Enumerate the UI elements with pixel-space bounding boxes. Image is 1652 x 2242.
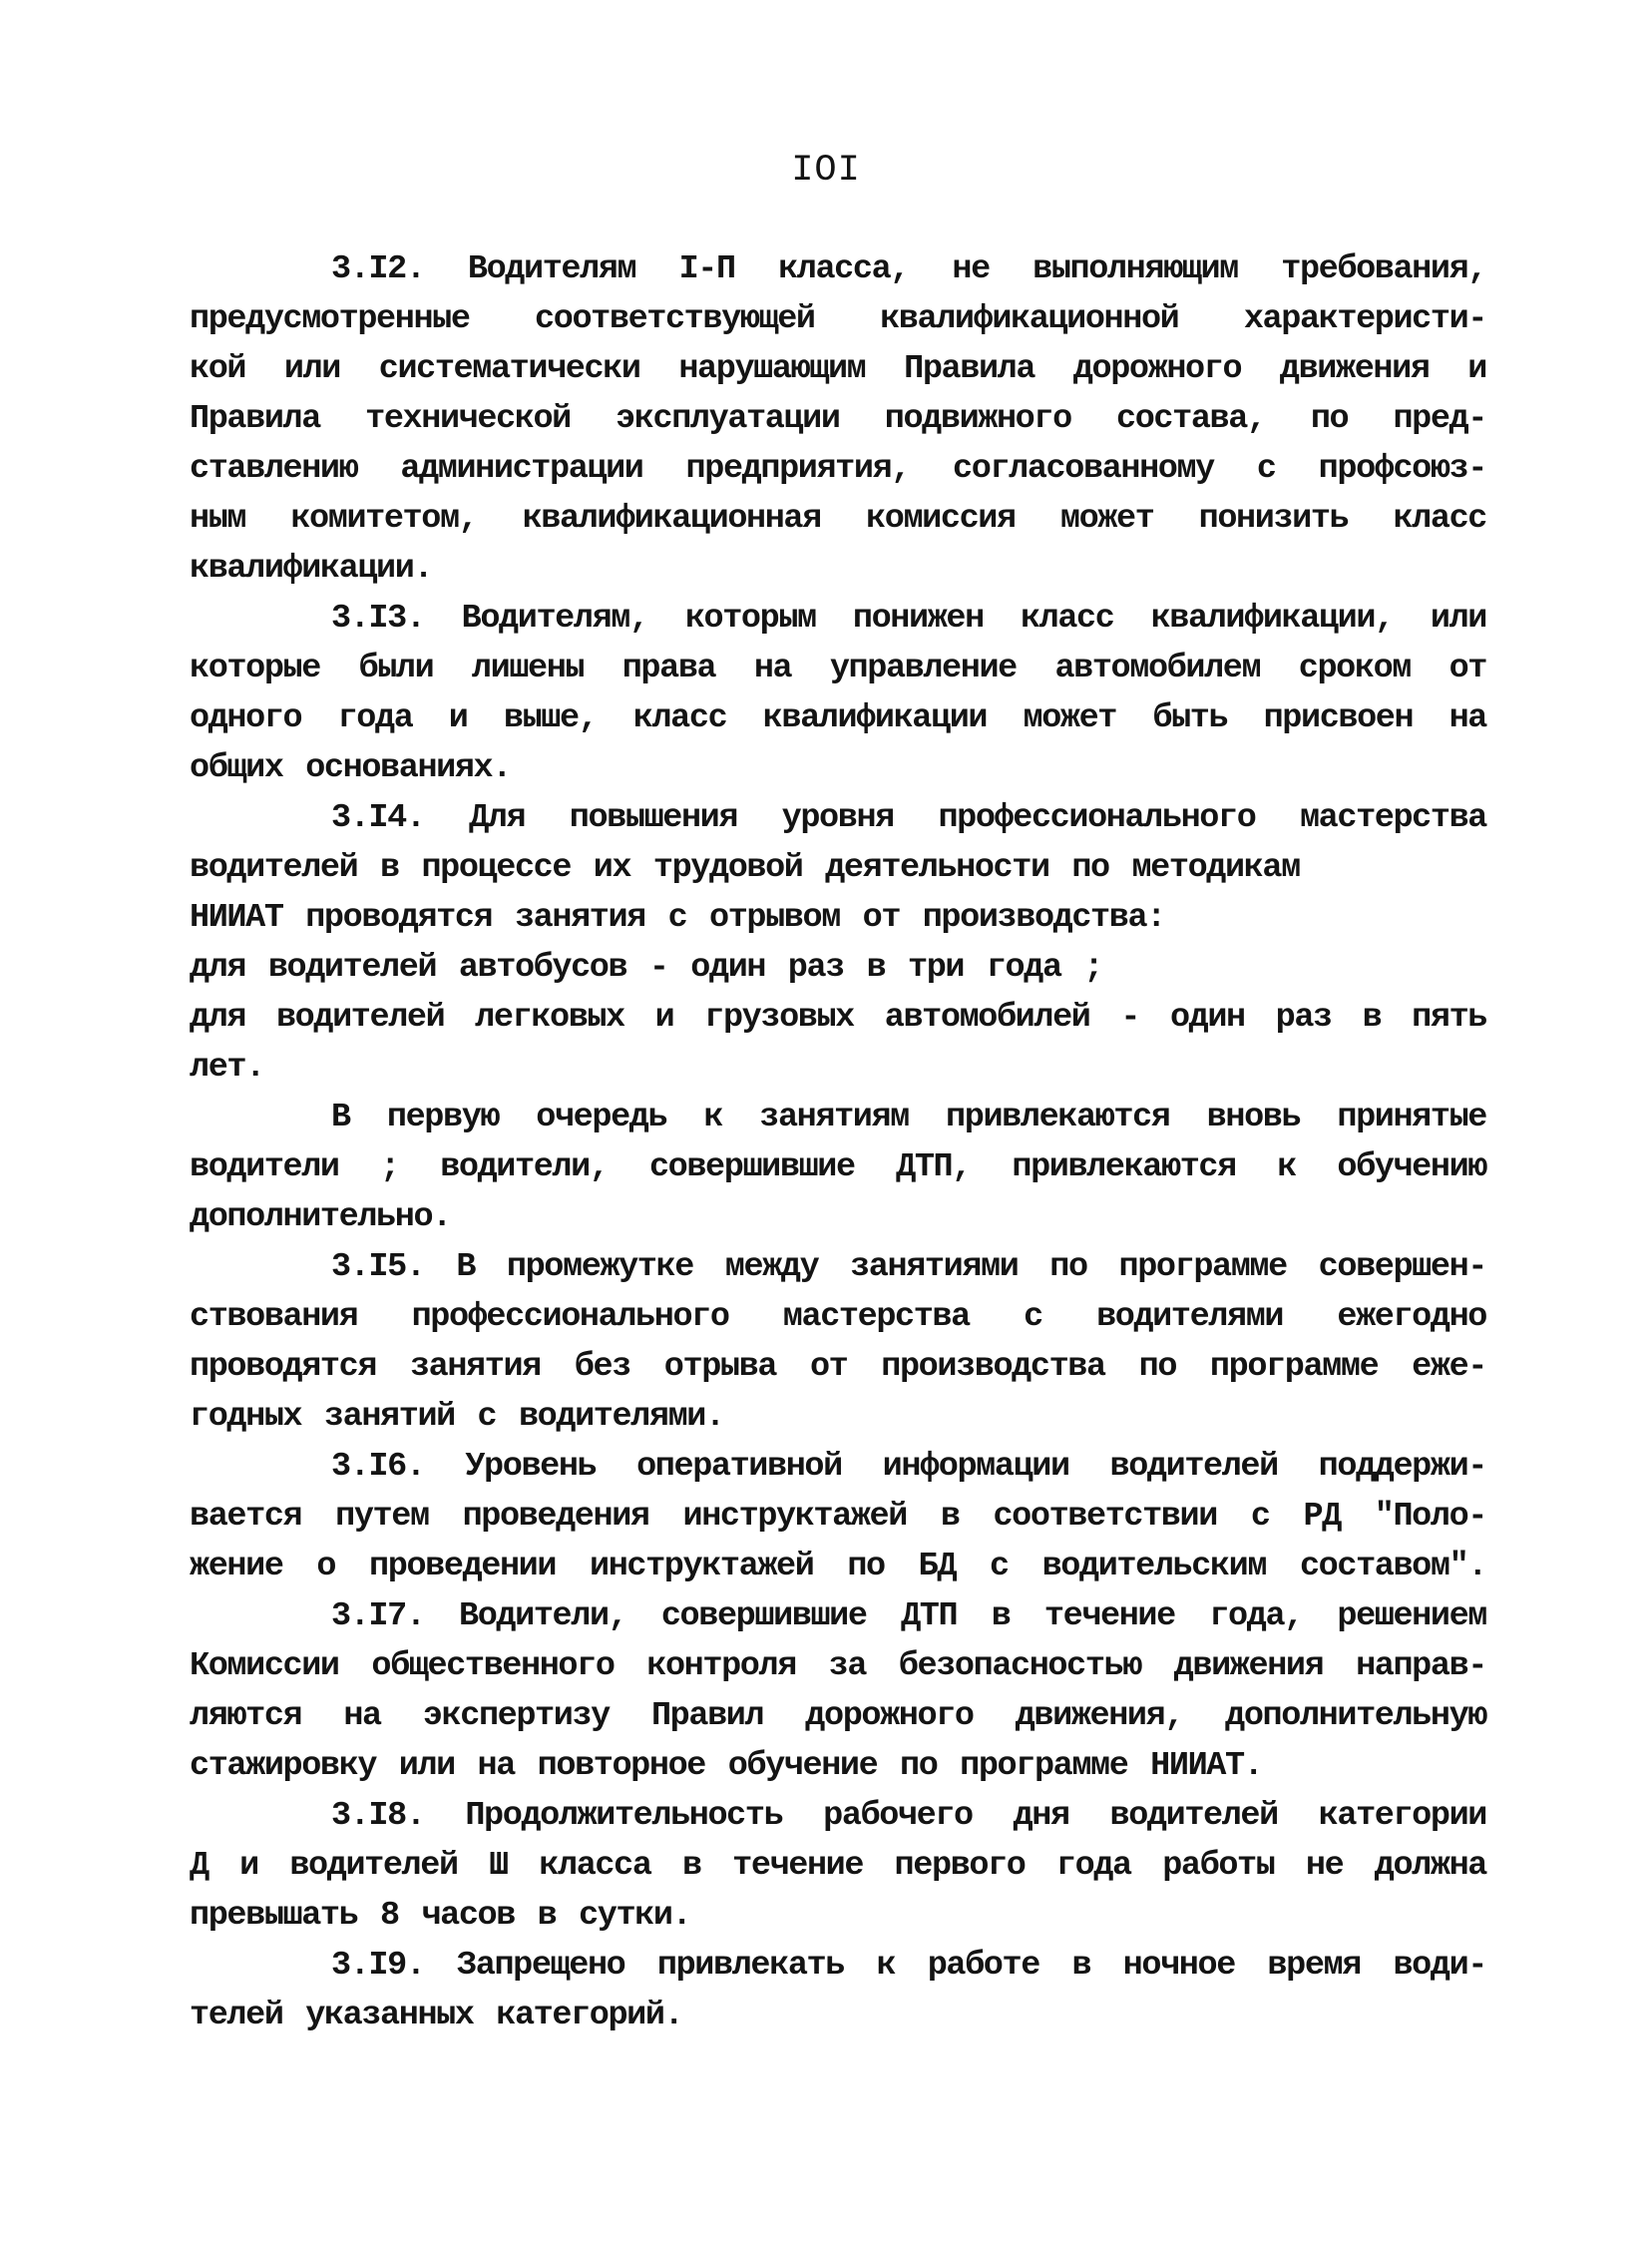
text-line: Д и водителей Ш класса в течение первого года работы не должна (190, 1847, 1486, 1885)
text-line: В первую очередь к занятиям привлекаются вновь принятые (331, 1099, 1486, 1136)
text-line: 3.I4. Для повышения уровня профессионального мастерства (331, 799, 1486, 837)
text-line: вается путем проведения инструктажей в соответствии с РД "Поло- (190, 1498, 1486, 1536)
text-line: одного года и выше, класс квалификации может быть присвоен на (190, 699, 1486, 737)
text-line: водителей в процессе их трудовой деятельности по методикам (190, 849, 1300, 887)
paragraph-3-19 (190, 1941, 1486, 2040)
text-line: 3.I3. Водителям, которым понижен класс квалификации, или (331, 600, 1486, 638)
text-line: 3.I8. Продолжительность рабочего дня водителей категории (331, 1797, 1486, 1835)
paragraph-3-16 (190, 1442, 1486, 1591)
text-line: которые были лишены права на управление автомобилем сроком от (190, 650, 1486, 687)
paragraph-3-15 (190, 1242, 1486, 1442)
text-line: лет. (190, 1049, 264, 1087)
text-line: общих основаниях. (190, 749, 511, 787)
text-line: стажировку или на повторное обучение по программе НИИАТ. (190, 1747, 1263, 1785)
text-line: дополнительно. (190, 1198, 451, 1236)
text-line: жение о проведении инструктажей по БД с водительским составом". (190, 1548, 1486, 1585)
text-line: водители ; водители, совершившие ДТП, привлекаются к обучению (190, 1148, 1486, 1186)
text-line: ным комитетом, квалификационная комиссия может понизить класс (190, 500, 1486, 538)
text-line: 3.I6. Уровень оперативной информации водителей поддержи- (331, 1448, 1486, 1486)
text-line: проводятся занятия без отрыва от производства по программе еже- (190, 1348, 1486, 1386)
text-line: Правила технической эксплуатации подвижного состава, по пред- (190, 400, 1486, 438)
paragraph-3-13 (190, 594, 1486, 793)
document-body (190, 244, 1486, 2040)
text-line: квалификации. (190, 550, 433, 588)
paragraph-3-14 (190, 793, 1486, 1093)
text-line: телей указанных категорий. (190, 1997, 683, 2034)
paragraph-3-12 (190, 244, 1486, 594)
text-line: предусмотренные соответствующей квалификационной характеристи- (190, 300, 1486, 338)
text-line: ляются на экспертизу Правил дорожного движения, дополнительную (190, 1697, 1486, 1735)
text-line: НИИАТ проводятся занятия с отрывом от производства: (190, 899, 1165, 937)
text-line: 3.I5. В промежутке между занятиями по программе совершен- (331, 1248, 1486, 1286)
text-line: Комиссии общественного контроля за безопасностью движения направ- (190, 1647, 1486, 1685)
text-line: годных занятий с водителями. (190, 1398, 724, 1436)
text-line: ставлению администрации предприятия, согласованному с профсоюз- (190, 450, 1486, 488)
page-number: IOI (791, 150, 861, 192)
text-line: для водителей легковых и грузовых автомобилей - один раз в пять (190, 999, 1486, 1037)
text-line: 3.I2. Водителям I-П класса, не выполняющим требования, (331, 250, 1486, 288)
text-line: превышать 8 часов в сутки. (190, 1897, 691, 1935)
text-line: кой или систематически нарушающим Правила дорожного движения и (190, 350, 1486, 388)
paragraph-3-18 (190, 1791, 1486, 1941)
text-line: 3.I9. Запрещено привлекать к работе в ночное время води- (331, 1947, 1486, 1985)
paragraph-3-14-note (190, 1093, 1486, 1242)
paragraph-3-17 (190, 1591, 1486, 1791)
text-line: ствования профессионального мастерства с водителями ежегодно (190, 1298, 1486, 1336)
text-line: 3.I7. Водители, совершившие ДТП в течение года, решением (331, 1597, 1486, 1635)
text-line: для водителей автобусов - один раз в три года ; (190, 949, 1103, 987)
